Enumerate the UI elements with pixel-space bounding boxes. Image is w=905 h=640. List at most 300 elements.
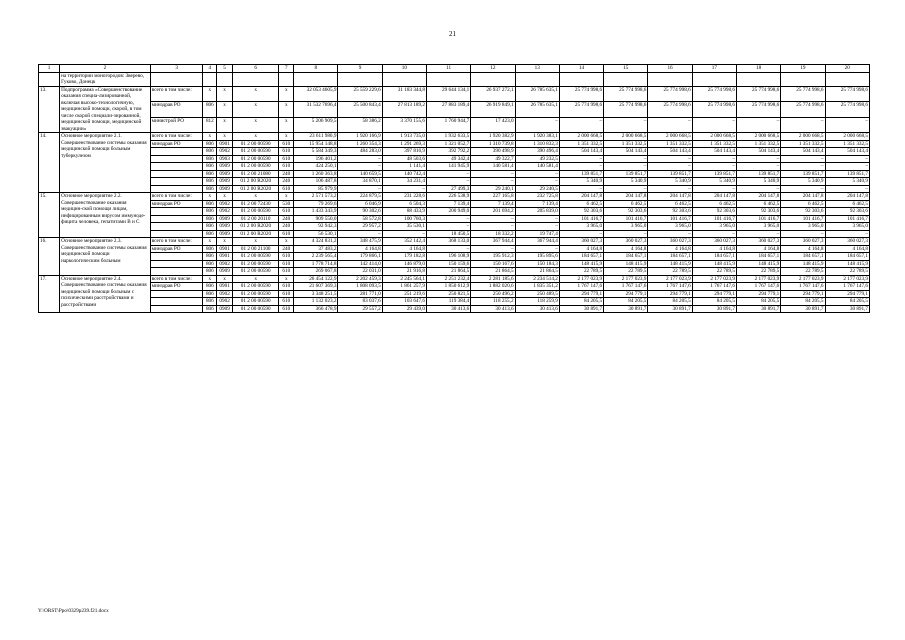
amount-cell: – <box>781 155 825 163</box>
amount-cell: 32 053 4605,9 <box>294 86 338 102</box>
code-csr: 01 2 00 00590 <box>233 140 279 148</box>
table-row <box>39 215 870 223</box>
code-rzpr: 0901 <box>217 283 233 291</box>
amount-cell: 2 177 023,9 <box>692 275 736 283</box>
amount-cell: 484 283,0 <box>338 148 382 156</box>
code-rzpr: 0909 <box>217 230 233 238</box>
amount-cell: – <box>559 185 603 193</box>
amount-cell: 179 866,1 <box>338 253 382 261</box>
amount-cell: 5 340,9 <box>604 178 648 186</box>
executor <box>150 185 203 193</box>
amount-cell: 3 965,0 <box>648 223 692 231</box>
code-rzpr: 0902 <box>217 290 233 298</box>
amount-cell: 148 415,9 <box>559 260 603 268</box>
code-vr: 240 <box>279 178 294 186</box>
table-row <box>39 86 870 102</box>
amount-cell: 139 851,7 <box>648 170 692 178</box>
code-csr: 01 2 00 00590 <box>233 208 279 216</box>
amount-cell: 2 000 668,5 <box>604 133 648 141</box>
table-row <box>39 305 870 313</box>
amount-cell: – <box>426 170 470 178</box>
amount-cell: 90 302,6 <box>338 208 382 216</box>
amount-cell: – <box>692 117 736 133</box>
code-vr: 610 <box>279 185 294 193</box>
amount-cell: 140 581,4 <box>471 163 515 171</box>
table-row <box>39 117 870 133</box>
amount-cell: 1 882 020,6 <box>471 283 515 291</box>
column-number: 8 <box>294 65 338 73</box>
amount-cell: – <box>604 155 648 163</box>
executor <box>150 290 203 298</box>
amount-cell: 6 462,5 <box>648 200 692 208</box>
table-row <box>39 185 870 193</box>
amount-cell: – <box>736 155 780 163</box>
amount-cell: 25 774 998,6 <box>692 86 736 102</box>
table-row <box>39 268 870 276</box>
amount-cell: 1 321 052,7 <box>426 140 470 148</box>
column-number: 15 <box>604 65 648 73</box>
amount-cell: 25 500 843,4 <box>338 102 382 118</box>
executor <box>150 215 203 223</box>
executor <box>150 260 203 268</box>
code-csr: 01 2 00 00590 <box>233 305 279 313</box>
amount-cell: 504 143,4 <box>825 148 869 156</box>
amount-cell: 148 415,9 <box>736 260 780 268</box>
amount-cell: 106 487,8 <box>294 178 338 186</box>
code-vr: 610 <box>279 140 294 148</box>
code-vr: 240 <box>279 245 294 253</box>
amount-cell: 6 046,9 <box>338 200 382 208</box>
amount-cell: 3 965,0 <box>559 223 603 231</box>
amount-cell: 2 234 514,2 <box>515 275 559 283</box>
amount-cell: 184 657,1 <box>736 253 780 261</box>
amount-cell: – <box>692 163 736 171</box>
code-rzpr: 0902 <box>217 200 233 208</box>
column-number: 9 <box>338 65 382 73</box>
code-csr: 01 2 00 72430 <box>233 200 279 208</box>
amount-cell: – <box>604 230 648 238</box>
code-vr: 610 <box>279 305 294 313</box>
amount-cell: – <box>382 230 426 238</box>
amount-cell: 184 657,1 <box>825 253 869 261</box>
amount-cell: 184 657,1 <box>604 253 648 261</box>
amount-cell: 4 164,8 <box>559 245 603 253</box>
amount-cell: – <box>781 230 825 238</box>
code-csr: x <box>233 193 279 201</box>
amount-cell: – <box>648 185 692 193</box>
amount-cell: 360 027,3 <box>736 238 780 246</box>
amount-cell: 5 340,9 <box>781 178 825 186</box>
amount-cell: 22 031,0 <box>338 268 382 276</box>
empty-cell <box>781 72 825 86</box>
amount-cell: 184 657,1 <box>692 253 736 261</box>
amount-cell: 368 133,0 <box>426 238 470 246</box>
amount-cell: 140 742,4 <box>382 170 426 178</box>
amount-cell: 397 816,9 <box>382 148 426 156</box>
code-grbs: 806 <box>203 140 217 148</box>
code-rzpr: x <box>217 86 233 102</box>
amount-cell: 100 760,3 <box>382 215 426 223</box>
code-rzpr: 0909 <box>217 215 233 223</box>
amount-cell: 4 164,8 <box>781 245 825 253</box>
program-name: Основное мероприятие 2.1. Совершенствование системы оказания медицинской помощи больным туберкулезом <box>60 133 151 193</box>
code-vr: x <box>279 193 294 201</box>
amount-cell: 360 027,3 <box>692 238 736 246</box>
amount-cell: – <box>559 163 603 171</box>
amount-cell: 1 351 332,5 <box>648 140 692 148</box>
executor: всего в том числе: <box>150 193 203 201</box>
amount-cell: 31 183 344,8 <box>382 86 426 102</box>
amount-cell: 101 416,7 <box>781 215 825 223</box>
amount-cell: – <box>781 163 825 171</box>
amount-cell: 2 000 668,5 <box>559 133 603 141</box>
amount-cell: 2 000 668,5 <box>692 133 736 141</box>
table-row <box>39 275 870 283</box>
code-rzpr: 0901 <box>217 253 233 261</box>
amount-cell: 140 659,5 <box>338 170 382 178</box>
code-rzpr: 0909 <box>217 223 233 231</box>
amount-cell: 294 779,1 <box>781 290 825 298</box>
code-grbs: 806 <box>203 230 217 238</box>
code-vr: 610 <box>279 290 294 298</box>
amount-cell: 1 760 944,7 <box>426 117 470 133</box>
table-row <box>39 238 870 246</box>
amount-cell: 29 439,0 <box>382 305 426 313</box>
amount-cell: 3 965,0 <box>825 223 869 231</box>
amount-cell: 3 370 155,6 <box>382 117 426 133</box>
amount-cell: 1 920 383,1 <box>515 133 559 141</box>
amount-cell: 101 416,7 <box>559 215 603 223</box>
empty-cell <box>736 72 780 86</box>
amount-cell: 2 177 023,9 <box>736 275 780 283</box>
amount-cell: 30 891,7 <box>825 305 869 313</box>
amount-cell: 2 281 185,6 <box>471 275 515 283</box>
amount-cell: 1 932 633,5 <box>426 133 470 141</box>
amount-cell: 27 499,3 <box>426 185 470 193</box>
amount-cell: 196 401,2 <box>294 155 338 163</box>
amount-cell: 1 291 269,3 <box>382 140 426 148</box>
amount-cell: 103 647,6 <box>382 298 426 306</box>
program-name: Основное мероприятие 2.3. Совершенствование системы оказания медицинской помощи наркологическим больным <box>60 238 151 276</box>
amount-cell: 504 143,4 <box>781 148 825 156</box>
code-vr: x <box>279 275 294 283</box>
table-row <box>39 133 870 141</box>
amount-cell: 29 557,2 <box>338 305 382 313</box>
code-vr: 610 <box>279 208 294 216</box>
amount-cell: 200 949,0 <box>426 208 470 216</box>
amount-cell: 84 205,5 <box>825 298 869 306</box>
amount-cell: 250 489,5 <box>515 290 559 298</box>
executor: минздрав РО <box>150 245 203 253</box>
executor: всего в том числе: <box>150 133 203 141</box>
amount-cell: 348 475,9 <box>338 238 382 246</box>
amount-cell: 184 657,1 <box>781 253 825 261</box>
amount-cell: 30 891,7 <box>559 305 603 313</box>
amount-cell: 204 147,8 <box>736 193 780 201</box>
amount-cell: 1 767 147,6 <box>692 283 736 291</box>
amount-cell: 231 228,6 <box>382 193 426 201</box>
empty-cell <box>217 72 233 86</box>
amount-cell: 1 767 147,6 <box>648 283 692 291</box>
code-vr: 610 <box>279 230 294 238</box>
amount-cell: – <box>515 117 559 133</box>
amount-cell: 18 450,5 <box>426 230 470 238</box>
code-grbs: 806 <box>203 178 217 186</box>
amount-cell: – <box>515 245 559 253</box>
amount-cell: 29 240,1 <box>471 185 515 193</box>
amount-cell: 92 303,6 <box>604 208 648 216</box>
amount-cell: 5 206 909,5 <box>294 117 338 133</box>
column-number: 10 <box>382 65 426 73</box>
amount-cell: 1 767 147,6 <box>781 283 825 291</box>
amount-cell: 424 250,1 <box>294 163 338 171</box>
amount-cell: 196 108,9 <box>426 253 470 261</box>
amount-cell: 1 351 332,5 <box>604 140 648 148</box>
header-row <box>39 65 870 73</box>
amount-cell: 34 231,4 <box>382 178 426 186</box>
amount-cell: 25 774 998,6 <box>648 86 692 102</box>
code-csr: 01 2 00 00590 <box>233 260 279 268</box>
amount-cell: 360 027,3 <box>781 238 825 246</box>
code-grbs: 806 <box>203 283 217 291</box>
code-grbs: 806 <box>203 290 217 298</box>
code-rzpr: x <box>217 238 233 246</box>
code-vr: 610 <box>279 268 294 276</box>
amount-cell: – <box>781 117 825 133</box>
amount-cell: 58 386,2 <box>338 117 382 133</box>
amount-cell: 84 205,5 <box>736 298 780 306</box>
amount-cell: 92 303,6 <box>648 208 692 216</box>
amount-cell: – <box>471 245 515 253</box>
code-rzpr: 0909 <box>217 178 233 186</box>
code-vr: 610 <box>279 260 294 268</box>
code-vr: x <box>279 117 294 133</box>
amount-cell: 148 415,9 <box>692 260 736 268</box>
amount-cell: 37 483,2 <box>294 245 338 253</box>
amount-cell: 204 147,8 <box>692 193 736 201</box>
amount-cell: 29 957,2 <box>338 223 382 231</box>
amount-cell: 6 462,5 <box>781 200 825 208</box>
amount-cell: 48 503,6 <box>382 155 426 163</box>
column-number: 13 <box>515 65 559 73</box>
empty-cell <box>338 72 382 86</box>
amount-cell: 139 851,7 <box>692 170 736 178</box>
amount-cell: – <box>648 163 692 171</box>
amount-cell: – <box>338 185 382 193</box>
amount-cell: – <box>736 230 780 238</box>
amount-cell: 294 779,1 <box>825 290 869 298</box>
amount-cell: 15 954 148,8 <box>294 140 338 148</box>
code-rzpr: x <box>217 133 233 141</box>
column-number: 1 <box>39 65 60 73</box>
amount-cell: – <box>648 230 692 238</box>
amount-cell: 504 143,4 <box>604 148 648 156</box>
amount-cell: – <box>825 155 869 163</box>
amount-cell: – <box>338 155 382 163</box>
amount-cell: – <box>648 117 692 133</box>
code-grbs: 806 <box>203 170 217 178</box>
executor: всего в том числе: <box>150 275 203 283</box>
amount-cell: 1 778 714,8 <box>294 260 338 268</box>
amount-cell: – <box>471 215 515 223</box>
amount-cell: 2 177 023,9 <box>648 275 692 283</box>
executor: минздрав РО <box>150 140 203 148</box>
amount-cell: 201 694,2 <box>471 208 515 216</box>
amount-cell: 5 340,9 <box>559 178 603 186</box>
executor <box>150 170 203 178</box>
empty-cell <box>515 72 559 86</box>
amount-cell: 5 340,9 <box>648 178 692 186</box>
amount-cell: 4 324 831,2 <box>294 238 338 246</box>
column-number: 20 <box>825 65 869 73</box>
column-number: 12 <box>471 65 515 73</box>
amount-cell: 139 851,7 <box>825 170 869 178</box>
amount-cell: 85 979,9 <box>294 185 338 193</box>
amount-cell: 25 774 998,6 <box>825 102 869 118</box>
amount-cell: 6 462,5 <box>692 200 736 208</box>
amount-cell: 1 920 382,9 <box>471 133 515 141</box>
amount-cell: 6 462,5 <box>559 200 603 208</box>
executor <box>150 253 203 261</box>
table-row <box>39 283 870 291</box>
amount-cell: 101 416,7 <box>648 215 692 223</box>
amount-cell: 29 644 134,1 <box>426 86 470 102</box>
empty-cell <box>692 72 736 86</box>
amount-cell: – <box>604 163 648 171</box>
amount-cell: 1 767 147,6 <box>736 283 780 291</box>
code-grbs: 806 <box>203 200 217 208</box>
amount-cell: – <box>471 223 515 231</box>
amount-cell: 392 792,2 <box>426 148 470 156</box>
amount-cell: – <box>648 155 692 163</box>
amount-cell: 30 891,7 <box>692 305 736 313</box>
code-grbs: 806 <box>203 208 217 216</box>
table-row <box>39 260 870 268</box>
amount-cell: 179 182,8 <box>382 253 426 261</box>
empty-cell <box>559 72 603 86</box>
amount-cell: 6 462,5 <box>825 200 869 208</box>
code-vr: 610 <box>279 283 294 291</box>
amount-cell: 1 260 354,3 <box>338 140 382 148</box>
code-rzpr: 0902 <box>217 260 233 268</box>
code-rzpr: x <box>217 117 233 133</box>
executor: минздрав РО <box>150 102 203 118</box>
amount-cell: 205 839,0 <box>515 208 559 216</box>
code-vr: 610 <box>279 298 294 306</box>
code-grbs: x <box>203 133 217 141</box>
amount-cell: 30 891,7 <box>736 305 780 313</box>
amount-cell: 92 303,6 <box>692 208 736 216</box>
row-number: 17. <box>39 275 60 313</box>
empty-cell <box>825 72 869 86</box>
code-rzpr: 0901 <box>217 245 233 253</box>
amount-cell: 27 813 189,2 <box>382 102 426 118</box>
amount-cell: 148 415,9 <box>825 260 869 268</box>
amount-cell: 25 774 998,6 <box>559 86 603 102</box>
code-csr: 01 2 00 00590 <box>233 290 279 298</box>
amount-cell: 30 891,7 <box>781 305 825 313</box>
column-number: 16 <box>648 65 692 73</box>
code-grbs: 806 <box>203 148 217 156</box>
code-rzpr: 0902 <box>217 148 233 156</box>
column-number: 7 <box>279 65 294 73</box>
code-grbs: 806 <box>203 253 217 261</box>
amount-cell: 31 532 7696,4 <box>294 102 338 118</box>
amount-cell: – <box>736 117 780 133</box>
amount-cell: 139 851,7 <box>559 170 603 178</box>
amount-cell: 1 310 739,8 <box>471 140 515 148</box>
amount-cell: 1 767 147,6 <box>559 283 603 291</box>
empty-cell <box>294 72 338 86</box>
code-csr: 01 2 00 R2020 <box>233 223 279 231</box>
code-vr: 610 <box>279 148 294 156</box>
amount-cell: 5 340,9 <box>736 178 780 186</box>
program-name: Подпрограмма «Совершенствование оказания специа-лизированной, включая высоко-технологичную, медицинской помощи, скорой, в том числе скорой специали-зированной, медицинской помощи, медицинской эвакуации» <box>60 86 151 133</box>
column-number: 3 <box>150 65 203 73</box>
amount-cell: 6 504,3 <box>382 200 426 208</box>
table-row <box>39 253 870 261</box>
code-csr: x <box>233 133 279 141</box>
amount-cell: 1 433 343,9 <box>294 208 338 216</box>
amount-cell: 22 789,5 <box>692 268 736 276</box>
amount-cell: 25 774 998,6 <box>559 102 603 118</box>
amount-cell: – <box>515 178 559 186</box>
code-rzpr: 0909 <box>217 170 233 178</box>
amount-cell: 251 219,6 <box>382 290 426 298</box>
amount-cell: 30 413,6 <box>426 305 470 313</box>
amount-cell: 79 269,6 <box>294 200 338 208</box>
amount-cell: 360 027,3 <box>825 238 869 246</box>
column-number: 2 <box>60 65 151 73</box>
amount-cell: 1 132 023,2 <box>294 298 338 306</box>
amount-cell: 49 232,5 <box>515 155 559 163</box>
amount-cell: 232 725,8 <box>515 193 559 201</box>
amount-cell: – <box>736 185 780 193</box>
amount-cell: 139 851,7 <box>781 170 825 178</box>
amount-cell: 4 164,8 <box>338 245 382 253</box>
amount-cell: 88 433,9 <box>382 208 426 216</box>
amount-cell: 92 303,6 <box>736 208 780 216</box>
budget-table <box>38 64 870 313</box>
amount-cell: 226 538,9 <box>426 193 470 201</box>
amount-cell: 84 205,5 <box>692 298 736 306</box>
amount-cell: 22 789,5 <box>781 268 825 276</box>
table-row <box>39 170 870 178</box>
footer-file-path: Y:\ORST\Ppo\0329p239.f21.docx <box>38 608 109 614</box>
executor <box>150 148 203 156</box>
amount-cell: 6 462,5 <box>736 200 780 208</box>
column-number: 5 <box>217 65 233 73</box>
amount-cell: 250 496,2 <box>471 290 515 298</box>
amount-cell: 3 348 251,5 <box>294 290 338 298</box>
amount-cell: – <box>692 155 736 163</box>
code-vr: 610 <box>279 163 294 171</box>
code-grbs: 806 <box>203 268 217 276</box>
amount-cell: 30 891,7 <box>648 305 692 313</box>
amount-cell: 19 747,4 <box>515 230 559 238</box>
amount-cell: 1 920 166,9 <box>338 133 382 141</box>
code-rzpr: 0902 <box>217 298 233 306</box>
table-row <box>39 208 870 216</box>
amount-cell: 390 498,9 <box>471 148 515 156</box>
amount-cell: 2 571 573,2 <box>294 193 338 201</box>
code-rzpr: 0909 <box>217 163 233 171</box>
program-name: на территории моногородов: Зверево, Гуково, Донецк <box>60 72 151 86</box>
amount-cell: 5 340,9 <box>692 178 736 186</box>
amount-cell: 2 000 668,5 <box>781 133 825 141</box>
amount-cell: 25 774 998,6 <box>825 86 869 102</box>
column-number: 14 <box>559 65 603 73</box>
